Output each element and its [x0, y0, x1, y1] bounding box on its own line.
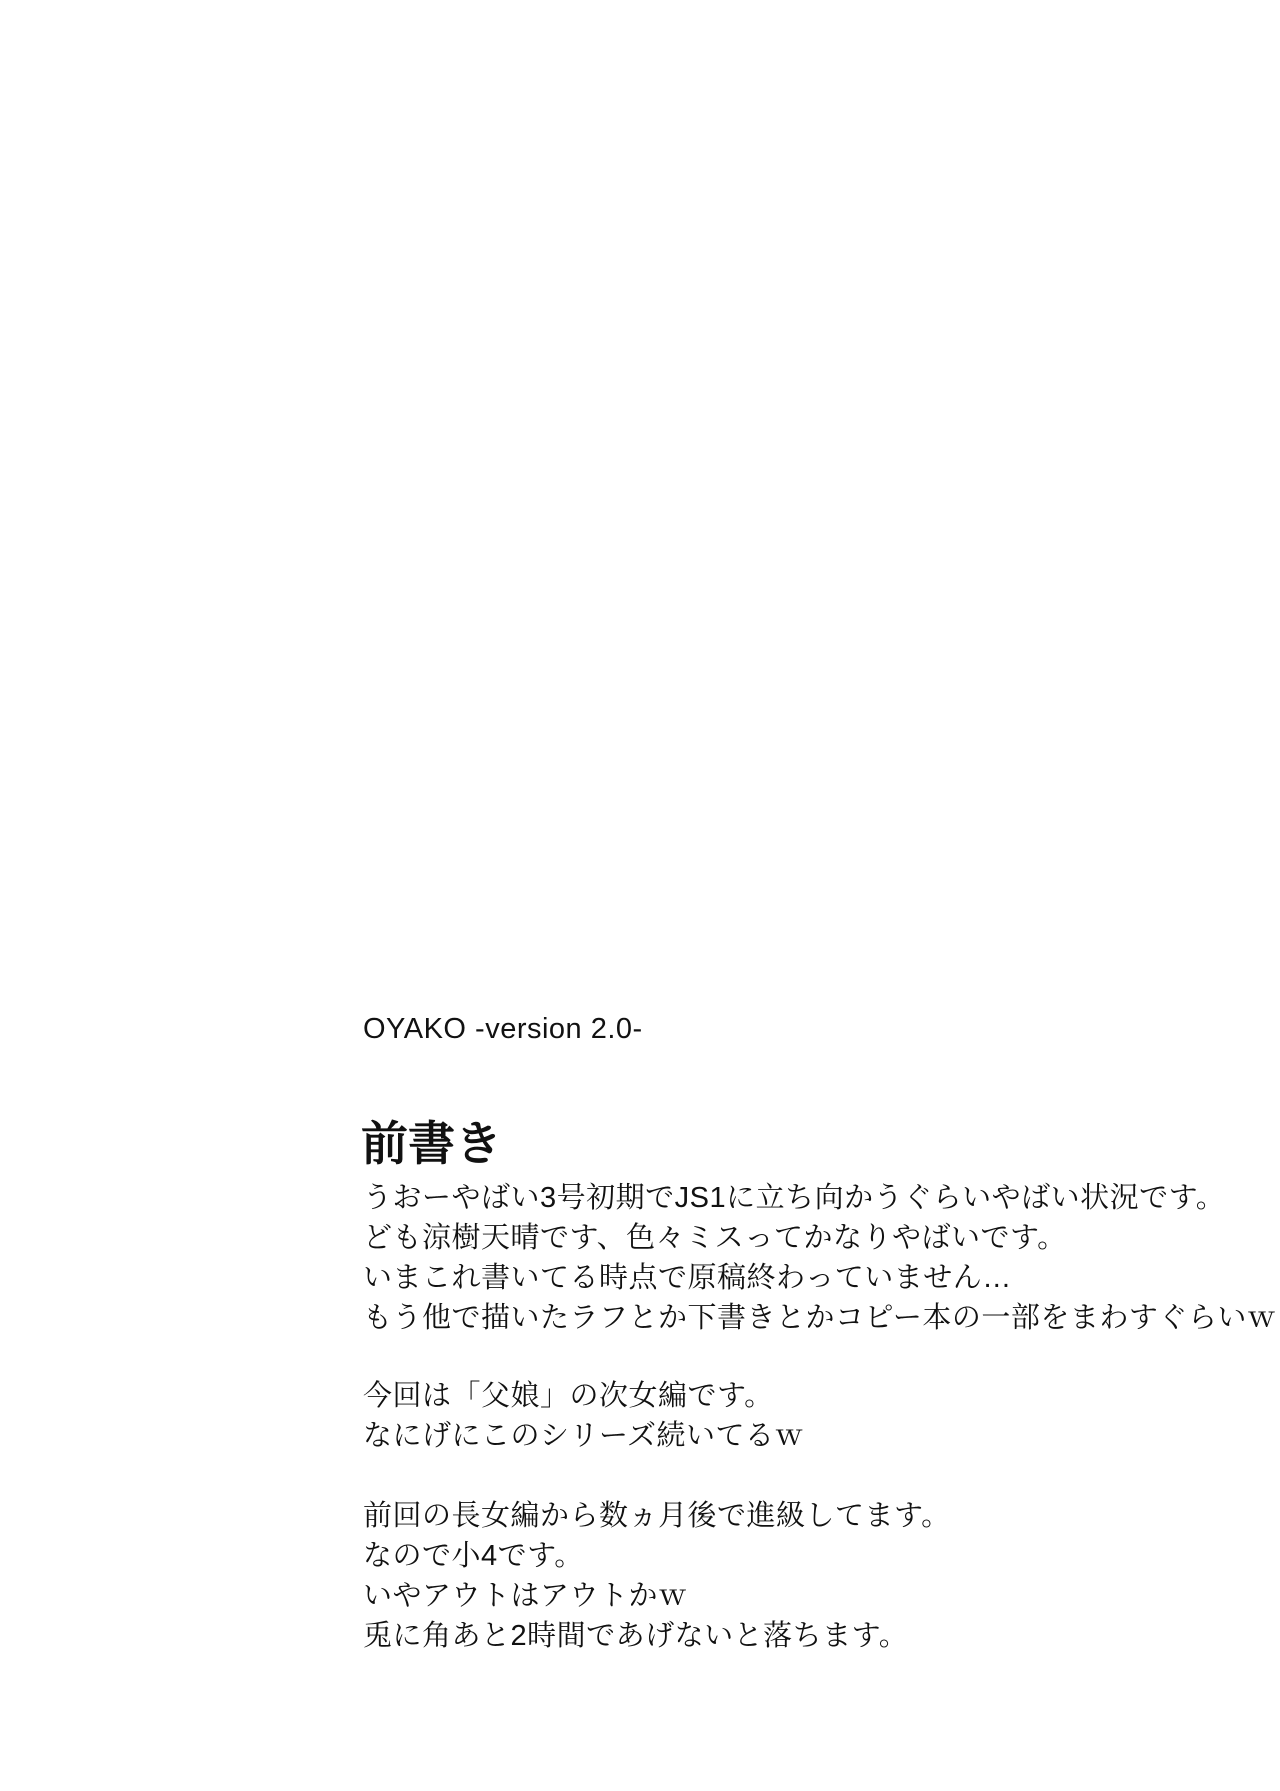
- paragraph-3-line-1: 前回の長女編から数ヵ月後で進級してます。: [363, 1500, 951, 1532]
- paragraph-3: [363, 1496, 1163, 1656]
- paragraph-2-line-1: 今回は「父娘」の次女編です。: [363, 1380, 774, 1412]
- paragraph-3-line-3: いやアウトはアウトかｗ: [363, 1580, 688, 1612]
- paragraph-1-line-1: うおーやばい3号初期でJS1に立ち向かうぐらいやばい状況です。: [363, 1182, 1226, 1214]
- foreword-body: [363, 1178, 1277, 1656]
- foreword-heading: 前書き: [361, 1117, 502, 1170]
- paragraph-3-line-2: なので小4です。: [363, 1540, 584, 1572]
- paragraph-2-line-2: なにげにこのシリーズ続いてるｗ: [363, 1420, 805, 1452]
- paragraph-1-line-2: ども涼樹天晴です、色々ミスってかなりやばいです。: [363, 1222, 1067, 1254]
- paragraph-1-line-4: もう他で描いたラフとか下書きとかコピー本の一部をまわすぐらいｗ: [363, 1302, 1277, 1334]
- paragraph-2: [363, 1376, 1163, 1456]
- paragraph-3-line-4: 兎に角あと2時間であげないと落ちます。: [363, 1620, 909, 1652]
- paragraph-1-line-3: いまこれ書いてる時点で原稿終わっていません…: [363, 1262, 1012, 1294]
- series-title: OYAKO -version 2.0-: [363, 1013, 643, 1045]
- paragraph-1: [363, 1178, 1277, 1338]
